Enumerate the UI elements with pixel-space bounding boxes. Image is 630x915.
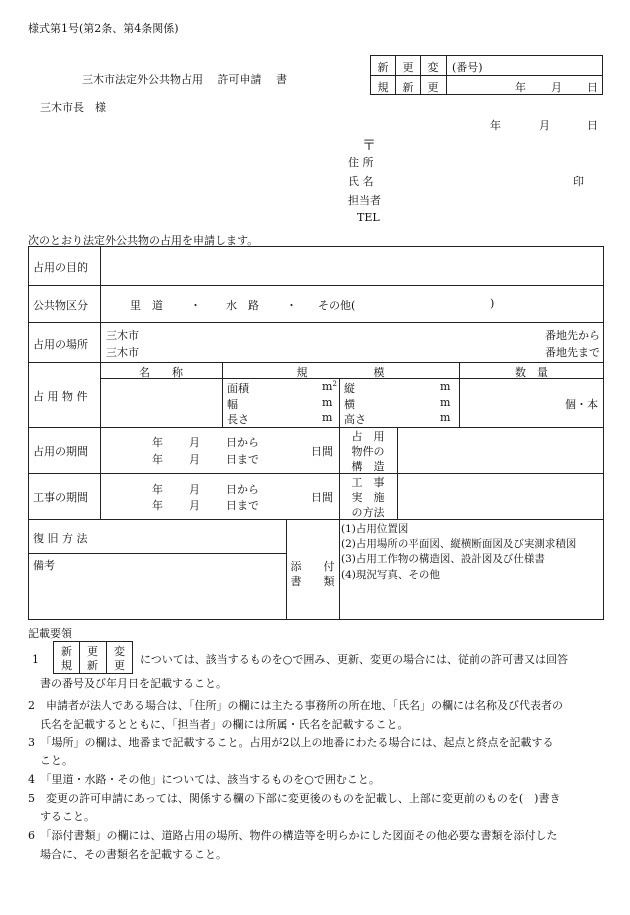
- remarks-label: 備考: [33, 559, 55, 572]
- period-label: 占用の期間: [33, 445, 88, 458]
- attach-item-1: (1)占用位置図: [341, 523, 409, 535]
- period-from: 日から: [226, 436, 259, 449]
- object-label: 占 用 物 件: [33, 390, 88, 403]
- method-label-2: 実 施: [351, 491, 385, 504]
- method-label-1: 工 事: [351, 476, 385, 489]
- postal-mark: 〒: [362, 138, 376, 154]
- object-height-label: 高さ: [344, 413, 366, 426]
- note-1-number: 1: [32, 653, 39, 666]
- note-1-change-bottom: 更: [114, 659, 125, 672]
- category-other[interactable]: その他(: [318, 299, 356, 312]
- structure-label-2: 物件の: [351, 445, 385, 458]
- status-renew-top[interactable]: 更: [402, 61, 414, 74]
- notes-heading: 記載要領: [28, 627, 72, 640]
- method-label-3: の方法: [351, 506, 385, 519]
- object-col-scale: 規 模: [296, 366, 385, 379]
- restore-label: 復 旧 方 法: [33, 532, 88, 545]
- purpose-label: 占用の目的: [33, 261, 88, 274]
- note-1-renew-bottom: 新: [87, 659, 98, 672]
- form-number: 様式第1号(第2条、第4条関係): [28, 22, 179, 35]
- work-to: 日まで: [226, 499, 259, 512]
- attach-item-4: (4)現況写真、その他: [341, 569, 440, 581]
- status-renew-bottom[interactable]: 新: [402, 81, 414, 94]
- status-date-month: 月: [551, 81, 562, 94]
- note-5-text-a: 5 変更の許可申請にあっては、関係する欄の下部に変更後のものを記載し、上部に変更前のものを( )書き: [28, 792, 561, 805]
- attach-item-2: (2)占用場所の平面図、縦横断面図及び実測求積図: [341, 538, 577, 550]
- note-3-text-b: こと。: [40, 754, 73, 767]
- period-to: 日まで: [226, 453, 259, 466]
- place-from: 番地先から: [545, 329, 600, 342]
- status-new-top[interactable]: 新: [377, 61, 389, 74]
- note-3-text-a: 3 「場所」の欄は、地番まで記載すること。占用が2以上の地番にわたる場合には、起点と終点を記載する: [28, 736, 554, 749]
- note-2-text-a: 2 申請者が法人である場合は、「住所」の欄には主たる事務所の所在地、「氏名」の欄には名称及び代表者の: [28, 699, 563, 712]
- note-4-text: 4 「里道・水路・その他」については、該当するものを○で囲むこと。: [28, 773, 380, 786]
- name-label: 氏 名: [348, 175, 374, 188]
- object-area-unit: $m^2$: [322, 380, 337, 393]
- place-city-1: 三木市: [106, 329, 139, 342]
- note-6-text-a: 6 「添付書類」の欄には、道路占用の場所、物件の構造等を明らかにした図面その他必要な書類を添付した: [28, 829, 558, 842]
- contact-label: 担当者: [348, 194, 381, 207]
- attach-label-2: 書 類: [290, 575, 335, 588]
- application-date-day: 日: [587, 119, 598, 132]
- status-date-day: 日: [587, 81, 598, 94]
- object-horiz-label: 横: [344, 398, 355, 411]
- form-title: 三木市法定外公共物占用 許可申請 書: [82, 73, 287, 86]
- place-to: 番地先まで: [545, 346, 600, 359]
- address-label: 住 所: [348, 156, 374, 169]
- work-month-2: 月: [189, 499, 200, 512]
- object-col-name: 名 称: [139, 366, 183, 379]
- seal-mark: 印: [573, 175, 584, 188]
- work-label: 工事の期間: [33, 491, 88, 504]
- status-date-year: 年: [515, 81, 526, 94]
- note-1-new-bottom: 規: [61, 659, 72, 672]
- category-road[interactable]: 里 道: [130, 299, 163, 312]
- work-year-1: 年: [152, 483, 163, 496]
- structure-label-1: 占 用: [351, 430, 385, 443]
- period-month-2: 月: [189, 453, 200, 466]
- period-year-1: 年: [152, 436, 163, 449]
- work-days: 日間: [311, 491, 333, 504]
- note-6-text-b: 場合に、その書類名を記載すること。: [40, 848, 227, 861]
- place-city-2: 三木市: [106, 346, 139, 359]
- status-change-top[interactable]: 変: [427, 61, 439, 74]
- object-qty-unit: 個・本: [565, 398, 598, 411]
- note-1-text-b: 書の番号及び年月日を記載すること。: [40, 677, 227, 690]
- object-height-unit: m: [440, 411, 451, 424]
- period-month-1: 月: [189, 436, 200, 449]
- object-horiz-unit: m: [440, 396, 451, 409]
- application-date-month: 月: [539, 119, 550, 132]
- work-month-1: 月: [189, 483, 200, 496]
- note-1-change-top: 変: [114, 645, 125, 658]
- status-new-bottom[interactable]: 規: [377, 81, 389, 94]
- category-other-close: ): [490, 297, 495, 310]
- category-sep-1: ・: [190, 299, 201, 312]
- status-number-label: (番号): [452, 61, 483, 74]
- work-from: 日から: [226, 483, 259, 496]
- structure-label-3: 構 造: [351, 460, 385, 473]
- object-length-unit: m: [322, 411, 333, 424]
- period-days: 日間: [311, 445, 333, 458]
- purpose-field[interactable]: [102, 248, 602, 284]
- category-waterway[interactable]: 水 路: [226, 299, 259, 312]
- object-length-label: 長さ: [227, 413, 249, 426]
- note-1-new-top: 新: [61, 645, 72, 658]
- note-1-text-a: については、該当するものを○で囲み、更新、変更の場合には、従前の許可書又は回答: [140, 653, 569, 666]
- status-change-bottom[interactable]: 更: [427, 81, 439, 94]
- object-width-unit: m: [322, 396, 333, 409]
- note-2-text-b: 氏名を記載するとともに、「担当者」の欄には所属・氏名を記載すること。: [40, 718, 409, 731]
- attach-item-3: (3)占用工作物の構造図、設計図及び仕様書: [341, 553, 545, 565]
- period-year-2: 年: [152, 453, 163, 466]
- object-width-label: 幅: [227, 398, 238, 411]
- attach-label-1: 添 付: [290, 560, 335, 573]
- work-year-2: 年: [152, 499, 163, 512]
- note-5-text-b: すること。: [40, 810, 95, 823]
- place-label: 占用の場所: [33, 338, 88, 351]
- note-1-renew-top: 更: [87, 645, 98, 658]
- category-sep-2: ・: [286, 299, 297, 312]
- application-date-year: 年: [490, 119, 501, 132]
- category-label: 公共物区分: [33, 299, 88, 312]
- intro-text: 次のとおり法定外公共物の占用を申請します。: [28, 234, 259, 247]
- addressee: 三木市長 様: [40, 101, 106, 114]
- object-col-qty: 数 量: [515, 366, 548, 379]
- object-vert-label: 縦: [344, 382, 355, 395]
- object-vert-unit: m: [440, 380, 451, 393]
- object-area-label: 面積: [227, 382, 249, 395]
- tel-label: TEL: [357, 211, 380, 224]
